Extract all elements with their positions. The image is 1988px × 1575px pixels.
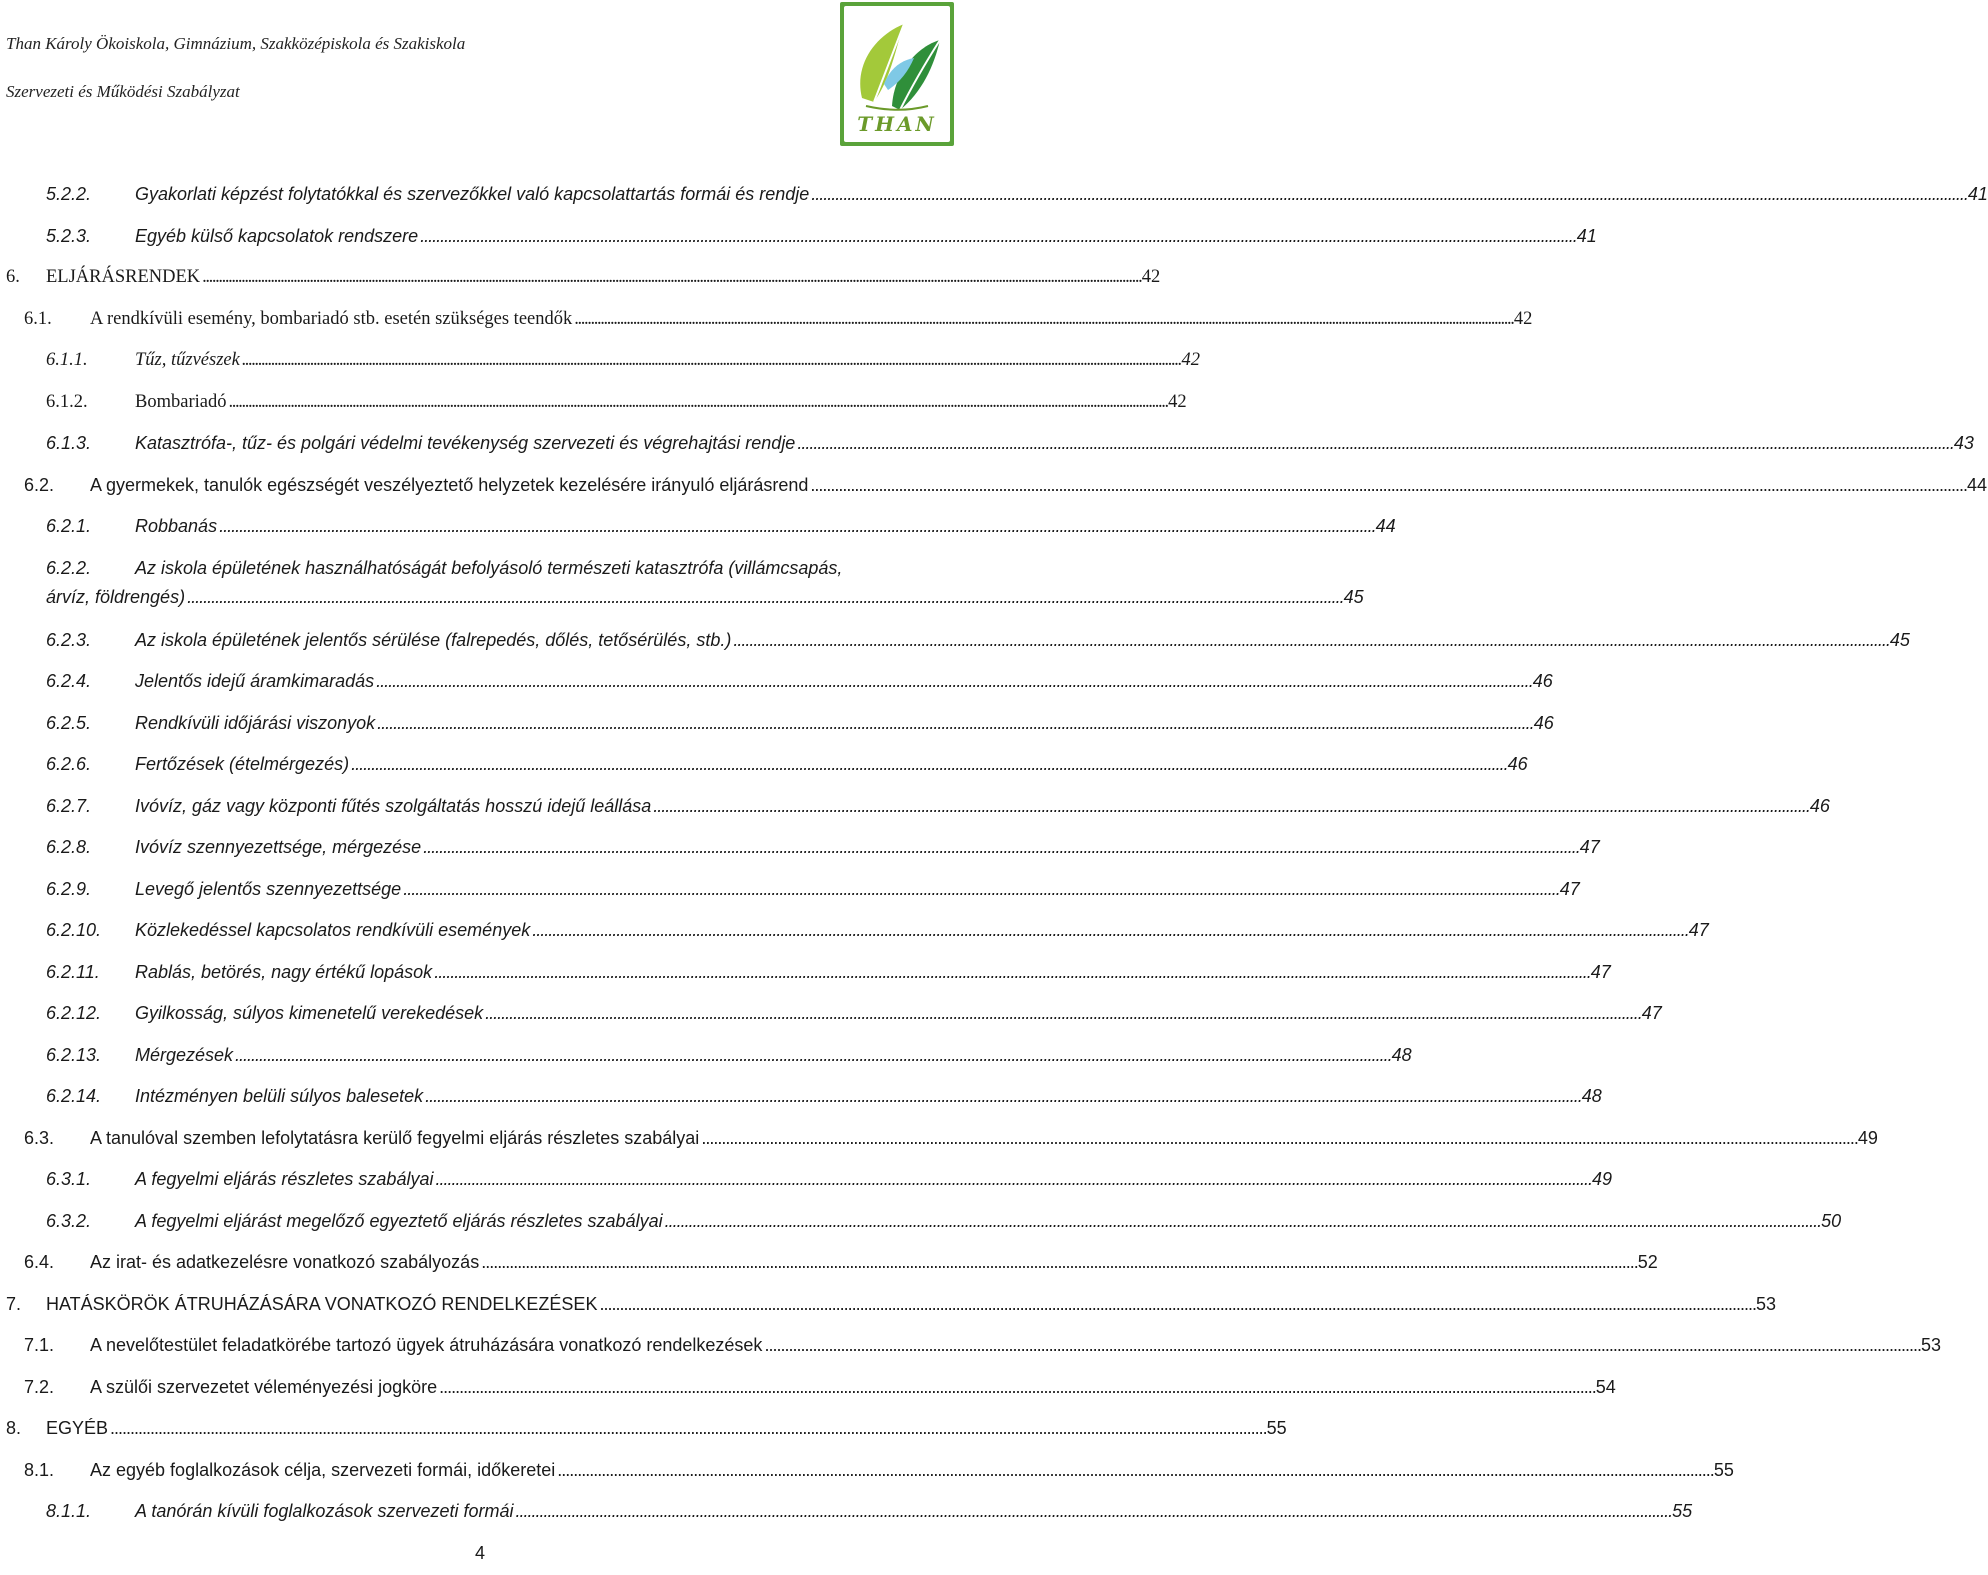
toc-entry-page: 42 <box>1168 392 1187 412</box>
toc-entry-number: 6.2.14. <box>46 1086 102 1106</box>
toc-entry[interactable] <box>46 1001 1662 1025</box>
toc-entry[interactable] <box>46 431 1974 455</box>
toc-leader-dots <box>228 390 1166 414</box>
toc-leader-dots <box>733 628 1888 652</box>
toc-leader-dots <box>810 473 1965 497</box>
toc-leader-dots <box>516 1499 1671 1523</box>
toc-entry-title: A gyermekek, tanulók egészségét veszélyeztető helyzetek kezelésére irányuló eljárásrend <box>90 475 809 495</box>
toc-leader-dots <box>377 711 1532 735</box>
toc-leader-dots <box>110 1416 1265 1440</box>
toc-entry-page: 50 <box>1821 1211 1842 1231</box>
toc-leader-dots <box>425 1084 1580 1108</box>
toc-entry-title: Az iskola épületének jelentős sérülése (falrepedés, dőlés, tetősérülés, stb.) <box>135 630 732 650</box>
document-header-school: Than Károly Ökoiskola, Gimnázium, Szakközépiskola és Szakiskola <box>6 34 466 53</box>
toc-entry-title: A szülői szervezetet véleményezési jogköre <box>90 1377 438 1397</box>
toc-entry[interactable] <box>24 473 1988 497</box>
toc-entry-title: Az iskola épületének használhatóságát befolyásoló természeti katasztrófa (villámcsapás, <box>135 558 843 578</box>
toc-entry-title: Gyilkosság, súlyos kimenetelű verekedések <box>135 1003 484 1023</box>
toc-entry-number: 6.2.3. <box>46 630 92 650</box>
toc-entry-page: 46 <box>1809 796 1830 816</box>
toc-entry-number: 5.2.2. <box>46 184 92 204</box>
toc-entry-page: 55 <box>1672 1501 1693 1521</box>
toc-entry-number: 6.2.7. <box>46 796 92 816</box>
toc-entry[interactable] <box>46 554 1364 612</box>
toc-entry-title: Ivóvíz szennyezettsége, mérgezése <box>135 837 422 857</box>
toc-entry[interactable] <box>6 1416 1287 1440</box>
toc-entry[interactable] <box>24 307 1533 331</box>
toc-entry-title: EGYÉB <box>46 1418 109 1438</box>
toc-entry[interactable] <box>46 918 1709 942</box>
toc-entry-number: 6.2.4. <box>46 671 92 691</box>
toc-entry-page: 55 <box>1266 1418 1287 1438</box>
toc-entry-title: Az irat- és adatkezelésre vonatkozó szabályozás <box>90 1252 480 1272</box>
toc-entry-number: 6.3.1. <box>46 1169 92 1189</box>
toc-entry-number: 6.2.2. <box>46 558 92 578</box>
toc-leader-dots <box>665 1209 1820 1233</box>
toc-leader-dots <box>653 794 1808 818</box>
toc-entry-number: 6.2.9. <box>46 879 92 899</box>
toc-entry-page: 48 <box>1391 1045 1412 1065</box>
toc-entry[interactable] <box>6 265 1161 289</box>
toc-entry-title: Fertőzések (ételmérgezés) <box>135 754 350 774</box>
toc-leader-dots <box>403 877 1558 901</box>
toc-leader-dots <box>811 182 1966 206</box>
toc-entry-title: Jelentős idejű áramkimaradás <box>135 671 375 691</box>
toc-entry-page: 42 <box>1181 350 1200 370</box>
toc-leader-dots <box>557 1458 1712 1482</box>
toc-entry-number: 6.4. <box>24 1252 55 1272</box>
toc-leader-dots <box>423 835 1578 859</box>
toc-entry[interactable] <box>46 711 1554 735</box>
toc-entry-title: Rendkívüli időjárási viszonyok <box>135 713 376 733</box>
toc-entry-page: 42 <box>1513 309 1533 329</box>
toc-entry-title: A fegyelmi eljárást megelőző egyeztető eljárás részletes szabályai <box>135 1211 663 1231</box>
toc-entry-title: Katasztrófa-, tűz- és polgári védelmi tevékenység szervezeti és végrehajtási rendje <box>135 433 796 453</box>
toc-entry[interactable] <box>46 1043 1412 1067</box>
toc-entry-number: 6.2.8. <box>46 837 92 857</box>
toc-entry-number: 8.1. <box>24 1460 55 1480</box>
toc-entry-title: Levegő jelentős szennyezettsége <box>135 879 402 899</box>
toc-entry-number: 6.2.11. <box>46 962 100 982</box>
toc-entry-number: 6.2.5. <box>46 713 92 733</box>
toc-entry-page: 49 <box>1857 1128 1878 1148</box>
toc-entry-page: 47 <box>1579 837 1600 857</box>
toc-entry[interactable] <box>46 835 1600 859</box>
toc-leader-dots <box>532 918 1687 942</box>
toc-entry[interactable] <box>46 1209 1842 1233</box>
toc-entry-page: 45 <box>1889 630 1910 650</box>
toc-leader-dots <box>420 224 1575 248</box>
toc-entry[interactable] <box>46 628 1910 652</box>
toc-entry-page: 55 <box>1713 1460 1734 1480</box>
toc-entry[interactable] <box>24 1250 1658 1274</box>
toc-entry-title: Bombariadó <box>135 392 227 412</box>
toc-entry-number: 6.3. <box>24 1128 55 1148</box>
toc-leader-dots <box>202 265 1140 289</box>
toc-leader-dots <box>376 669 1531 693</box>
toc-leader-dots <box>187 583 1342 612</box>
toc-entry-number: 6.3.2. <box>46 1211 92 1231</box>
toc-entry[interactable] <box>46 960 1611 984</box>
toc-leader-dots <box>485 1001 1640 1025</box>
toc-leader-dots <box>435 1167 1590 1191</box>
toc-entry[interactable] <box>46 877 1580 901</box>
toc-entry-page: 41 <box>1967 184 1988 204</box>
toc-entry-number: 8. <box>6 1418 22 1438</box>
toc-entry-page: 49 <box>1592 1169 1613 1189</box>
toc-entry-page: 47 <box>1590 962 1611 982</box>
toc-entry-title: HATÁSKÖRÖK ÁTRUHÁZÁSÁRA VONATKOZÓ RENDELKEZÉSEK <box>46 1294 598 1314</box>
toc-leader-dots <box>434 960 1589 984</box>
toc-entry-title-continued: árvíz, földrengés) <box>46 587 186 607</box>
toc-entry-title: Közlekedéssel kapcsolatos rendkívüli események <box>135 920 531 940</box>
toc-entry[interactable] <box>24 1126 1878 1150</box>
logo-text: THAN <box>857 112 937 136</box>
toc-entry-number: 7.2. <box>24 1377 55 1397</box>
toc-entry-number: 6.2.13. <box>46 1045 102 1065</box>
toc-entry[interactable] <box>46 390 1187 414</box>
toc-entry-number: 6.1. <box>24 309 52 329</box>
toc-entry-page: 47 <box>1641 1003 1662 1023</box>
toc-entry-title: Mérgezések <box>135 1045 234 1065</box>
toc-entry-page: 46 <box>1533 713 1554 733</box>
toc-entry-number: 8.1.1. <box>46 1501 92 1521</box>
toc-entry-number: 6. <box>6 267 20 287</box>
toc-entry[interactable] <box>46 669 1553 693</box>
toc-entry-page: 54 <box>1595 1377 1616 1397</box>
toc-entry-title: A rendkívüli esemény, bombariadó stb. esetén szükséges teendők <box>90 309 573 329</box>
toc-entry-number: 7. <box>6 1294 22 1314</box>
toc-entry-title: Gyakorlati képzést folytatókkal és szervezőkkel való kapcsolattartás formái és rendje <box>135 184 810 204</box>
toc-entry-title: Az egyéb foglalkozások célja, szervezeti formái, időkeretei <box>90 1460 556 1480</box>
toc-entry-title: Egyéb külső kapcsolatok rendszere <box>135 226 419 246</box>
toc-entry-page: 47 <box>1559 879 1580 899</box>
toc-leader-dots <box>351 752 1506 776</box>
toc-entry-title: Rablás, betörés, nagy értékű lopások <box>135 962 433 982</box>
toc-leader-dots <box>797 431 1952 455</box>
toc-entry-title: A fegyelmi eljárás részletes szabályai <box>135 1169 434 1189</box>
toc-entry-number: 6.2. <box>24 475 55 495</box>
toc-entry[interactable] <box>24 1333 1942 1357</box>
toc-leader-dots <box>701 1126 1856 1150</box>
toc-leader-dots <box>235 1043 1390 1067</box>
toc-entry-page: 47 <box>1688 920 1709 940</box>
toc-entry-title: Robbanás <box>135 516 218 536</box>
toc-entry-page: 52 <box>1637 1252 1658 1272</box>
toc-entry-title: Intézményen belüli súlyos balesetek <box>135 1086 424 1106</box>
toc-entry-number: 6.2.12. <box>46 1003 102 1023</box>
toc-entry[interactable] <box>46 514 1396 538</box>
toc-entry[interactable] <box>46 794 1830 818</box>
toc-leader-dots <box>242 348 1180 372</box>
toc-entry-page: 41 <box>1576 226 1597 246</box>
toc-entry-number: 6.2.10. <box>46 920 102 940</box>
toc-entry-number: 5.2.3. <box>46 226 92 246</box>
toc-entry-number: 6.2.1. <box>46 516 92 536</box>
toc-leader-dots <box>219 514 1374 538</box>
toc-entry-title: Tűz, tűzvészek <box>135 350 240 370</box>
toc-entry[interactable] <box>46 224 1597 248</box>
toc-entry[interactable] <box>46 1084 1602 1108</box>
school-logo <box>840 2 954 146</box>
toc-entry[interactable] <box>46 752 1528 776</box>
toc-entry-title: A tanórán kívüli foglalkozások szervezeti formái <box>135 1501 514 1521</box>
toc-entry-page: 46 <box>1507 754 1528 774</box>
toc-entry-number: 7.1. <box>24 1335 55 1355</box>
toc-entry[interactable] <box>24 1375 1616 1399</box>
toc-entry-page: 53 <box>1756 1294 1777 1314</box>
toc-entry[interactable] <box>46 182 1988 206</box>
toc-entry[interactable] <box>6 1292 1777 1316</box>
toc-entry[interactable] <box>46 1499 1693 1523</box>
page-number: 4 <box>474 1543 485 1563</box>
toc-entry-page: 48 <box>1581 1086 1602 1106</box>
toc-entry-title: A tanulóval szemben lefolytatásra kerülő fegyelmi eljárás részletes szabályai <box>90 1128 700 1148</box>
toc-entry-number: 6.1.1. <box>46 350 88 370</box>
toc-leader-dots <box>764 1333 1919 1357</box>
toc-entry-page: 43 <box>1953 433 1974 453</box>
toc-entry-page: 44 <box>1966 475 1988 495</box>
toc-leader-dots <box>574 307 1512 331</box>
toc-entry-page: 42 <box>1141 267 1161 287</box>
toc-entry-page: 44 <box>1375 516 1396 536</box>
toc-leader-dots <box>481 1250 1636 1274</box>
toc-entry-title: ELJÁRÁSRENDEK <box>46 267 201 287</box>
toc-leader-dots <box>439 1375 1594 1399</box>
toc-entry-page: 46 <box>1532 671 1553 691</box>
toc-entry-page: 53 <box>1921 1335 1942 1355</box>
toc-entry[interactable] <box>24 1458 1734 1482</box>
toc-entry-number: 6.1.2. <box>46 392 88 412</box>
toc-entry-page: 45 <box>1343 587 1364 607</box>
toc-entry-title: A nevelőtestület feladatkörébe tartozó ügyek átruházására vonatkozó rendelkezések <box>90 1335 763 1355</box>
toc-entry[interactable] <box>46 1167 1613 1191</box>
toc-leader-dots <box>599 1292 1754 1316</box>
document-header-title: Szervezeti és Működési Szabályzat <box>6 82 240 101</box>
toc-entry-title: Ivóvíz, gáz vagy központi fűtés szolgáltatás hosszú idejű leállása <box>135 796 652 816</box>
toc-entry-number: 6.2.6. <box>46 754 92 774</box>
toc-entry-number: 6.1.3. <box>46 433 92 453</box>
toc-entry[interactable] <box>46 348 1200 372</box>
